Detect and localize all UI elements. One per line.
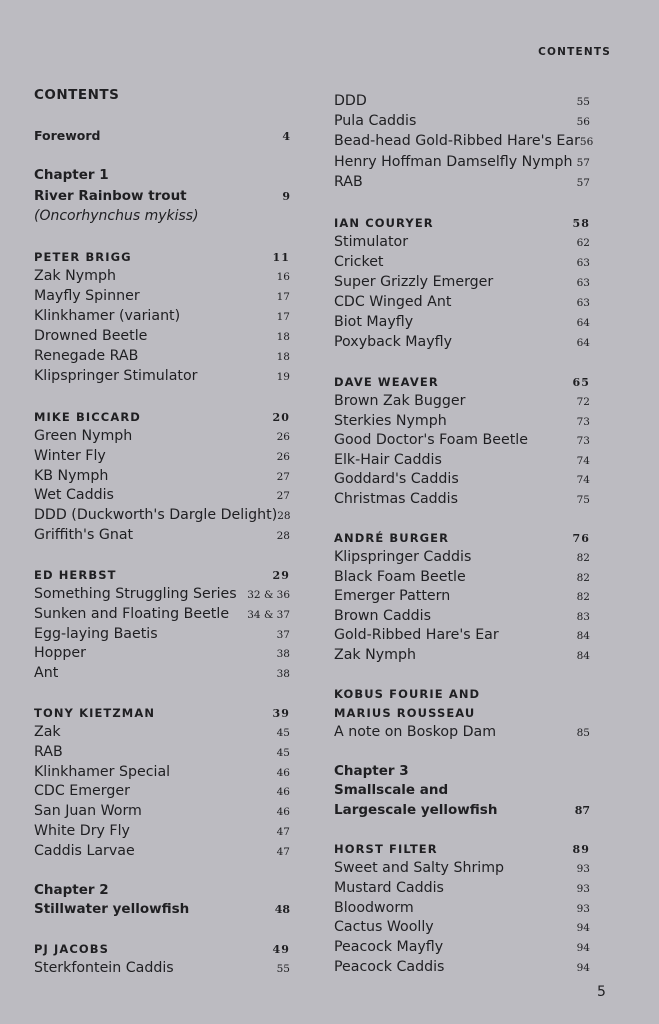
toc-entry	[34, 348, 290, 364]
toc-entry	[334, 860, 590, 876]
chapter-title-text: Largescale yellowfish	[334, 802, 498, 818]
toc-entry-title: Egg-laying Baetis	[34, 626, 158, 642]
chapter-subtitle	[34, 208, 290, 224]
toc-entry-page: 46	[276, 767, 290, 779]
toc-entry	[334, 569, 590, 585]
toc-entry-page: 63	[576, 277, 590, 289]
toc-entry-title: Cactus Woolly	[334, 919, 434, 935]
toc-entry-page: 63	[576, 257, 590, 269]
toc-entry-title: Henry Hoffman Damselfly Nymph	[334, 154, 573, 170]
author-name	[334, 706, 590, 720]
toc-entry-title: White Dry Fly	[34, 823, 130, 839]
toc-entry-title: CDC Emerger	[34, 783, 130, 799]
toc-entry-page: 75	[576, 494, 590, 506]
toc-entry	[334, 234, 590, 250]
toc-entry	[334, 491, 590, 507]
toc-entry-page: 46	[276, 806, 290, 818]
author-heading	[334, 375, 590, 389]
author-name-text: MIKE BICCARD	[34, 410, 141, 424]
toc-entry-title: Klinkhamer (variant)	[34, 308, 181, 324]
toc-entry	[34, 468, 290, 484]
author-page: 58	[572, 217, 590, 230]
toc-entry-page: 64	[576, 317, 590, 329]
toc-entry	[334, 919, 590, 935]
toc-entry-title: DDD (Duckworth's Dargle Delight)	[34, 507, 278, 523]
author-heading	[34, 568, 290, 582]
toc-entry-title: Zak Nymph	[34, 268, 116, 284]
toc-entry-page: 19	[276, 371, 290, 383]
toc-entry-title: CDC Winged Ant	[334, 294, 452, 310]
toc-entry	[334, 432, 590, 448]
author-page: 76	[572, 532, 590, 545]
toc-entry-title: Ant	[34, 665, 59, 681]
toc-entry	[334, 549, 590, 565]
toc-entry-page: 47	[276, 826, 290, 838]
toc-entry	[34, 665, 290, 681]
toc-entry-page: 94	[576, 942, 590, 954]
toc-entry-title: Gold-Ribbed Hare's Ear	[334, 627, 499, 643]
toc-entry-title: Something Struggling Series	[34, 586, 237, 602]
toc-entry-title: Mustard Caddis	[334, 880, 444, 896]
toc-entry	[34, 626, 290, 642]
chapter-label-text: Chapter 1	[34, 167, 109, 183]
toc-entry-title: Peacock Caddis	[334, 959, 445, 975]
chapter-title-text: Smallscale and	[334, 782, 449, 798]
author-page: 20	[272, 411, 290, 424]
toc-entry	[334, 174, 590, 190]
toc-entry-title: DDD	[334, 93, 367, 109]
author-heading	[34, 706, 290, 720]
toc-entry	[334, 393, 590, 409]
author-name-text: KOBUS FOURIE AND	[334, 687, 481, 701]
toc-entry-page: 74	[576, 474, 590, 486]
toc-entry	[34, 368, 290, 384]
toc-entry-title: Klinkhamer Special	[34, 764, 171, 780]
chapter-title	[334, 782, 590, 798]
toc-entry-title: Good Doctor's Foam Beetle	[334, 432, 528, 448]
author-name-text: DAVE WEAVER	[334, 375, 439, 389]
toc-entry	[334, 724, 590, 740]
toc-entry	[334, 647, 590, 663]
toc-entry-page: 34 & 37	[247, 609, 290, 621]
toc-entry-title: Sterkies Nymph	[334, 413, 447, 429]
toc-entry	[34, 507, 290, 523]
toc-entry-page: 28	[276, 530, 290, 542]
toc-entry-page: 55	[576, 96, 590, 108]
toc-entry-page: 37	[276, 629, 290, 641]
author-name-text: PJ JACOBS	[34, 942, 110, 956]
toc-entry-page: 55	[276, 963, 290, 975]
toc-entry	[34, 268, 290, 284]
author-name-text: MARIUS ROUSSEAU	[334, 706, 476, 720]
toc-entry	[34, 764, 290, 780]
page-number: 5	[597, 984, 606, 1000]
toc-entry	[34, 606, 290, 622]
toc-entry	[334, 588, 590, 604]
toc-entry-page: 57	[576, 157, 590, 169]
toc-entry-page: 45	[276, 747, 290, 759]
toc-entry-title: RAB	[34, 744, 63, 760]
toc-entry-title: RAB	[334, 174, 363, 190]
chapter-title-text: Stillwater yellowfish	[34, 901, 190, 917]
toc-entry-page: 84	[576, 650, 590, 662]
toc-entry	[34, 487, 290, 503]
toc-entry	[34, 428, 290, 444]
toc-entry-page: 26	[276, 451, 290, 463]
toc-entry-title: Christmas Caddis	[334, 491, 458, 507]
chapter-page: 9	[282, 190, 290, 203]
chapter-page: 87	[574, 804, 590, 817]
toc-entry	[334, 608, 590, 624]
author-heading	[334, 216, 590, 230]
chapter-title	[34, 901, 290, 917]
toc-entry	[34, 328, 290, 344]
toc-entry-page: 32 & 36	[247, 589, 290, 601]
toc-entry-page: 83	[576, 611, 590, 623]
author-name-text: IAN COURYER	[334, 216, 434, 230]
toc-entry-page: 27	[276, 490, 290, 502]
toc-entry-page: 93	[576, 863, 590, 875]
toc-entry	[34, 783, 290, 799]
toc-entry-page: 18	[276, 331, 290, 343]
toc-entry-title: Renegade RAB	[34, 348, 139, 364]
toc-entry-title: Emerger Pattern	[334, 588, 451, 604]
toc-entry-title: Bloodworm	[334, 900, 414, 916]
author-page: 29	[272, 569, 290, 582]
foreword-title: Foreword	[34, 128, 101, 143]
toc-entry	[334, 133, 594, 149]
toc-entry-title: Poxyback Mayfly	[334, 334, 452, 350]
author-page: 49	[272, 943, 290, 956]
toc-entry	[34, 823, 290, 839]
toc-entry-page: 46	[276, 786, 290, 798]
toc-entry	[34, 527, 290, 543]
toc-entry	[334, 939, 590, 955]
toc-entry-title: Caddis Larvae	[34, 843, 135, 859]
toc-entry	[334, 154, 590, 170]
toc-entry-title: Brown Caddis	[334, 608, 431, 624]
toc-entry-page: 93	[576, 903, 590, 915]
toc-entry	[34, 586, 290, 602]
toc-entry-title: Winter Fly	[34, 448, 106, 464]
toc-entry-title: Goddard's Caddis	[334, 471, 459, 487]
toc-entry	[334, 93, 590, 109]
toc-entry-title: Zak	[34, 724, 61, 740]
toc-entry	[334, 113, 590, 129]
toc-entry-page: 82	[576, 591, 590, 603]
toc-entry-title: Mayfly Spinner	[34, 288, 140, 304]
chapter-label-text: Chapter 2	[34, 882, 109, 898]
toc-entry	[34, 960, 290, 976]
toc-entry-page: 47	[276, 846, 290, 858]
toc-entry-page: 62	[576, 237, 590, 249]
author-heading	[334, 531, 590, 545]
toc-entry	[334, 413, 590, 429]
toc-entry-page: 94	[576, 962, 590, 974]
toc-entry	[334, 959, 590, 975]
toc-entry-title: Sweet and Salty Shrimp	[334, 860, 505, 876]
toc-entry-title: A note on Boskop Dam	[334, 724, 497, 740]
toc-entry-title: Stimulator	[334, 234, 409, 250]
foreword-line	[34, 128, 290, 143]
toc-entry-page: 84	[576, 630, 590, 642]
toc-entry	[334, 880, 590, 896]
toc-entry-page: 73	[576, 416, 590, 428]
toc-entry	[34, 724, 290, 740]
toc-entry	[34, 645, 290, 661]
author-page: 65	[572, 376, 590, 389]
toc-entry	[334, 314, 590, 330]
author-page: 89	[572, 843, 590, 856]
toc-entry-page: 26	[276, 431, 290, 443]
author-heading	[34, 250, 290, 264]
toc-entry	[334, 471, 590, 487]
toc-entry-page: 56	[576, 116, 590, 128]
chapter-title	[34, 188, 290, 204]
author-heading	[34, 410, 290, 424]
toc-entry-title: Wet Caddis	[34, 487, 114, 503]
author-name-text: ANDRÉ BURGER	[334, 531, 450, 545]
toc-entry-title: Klipspringer Caddis	[334, 549, 472, 565]
toc-entry-page: 38	[276, 648, 290, 660]
toc-entry	[334, 452, 590, 468]
running-head: CONTENTS	[538, 46, 611, 58]
chapter-label	[34, 167, 290, 183]
toc-entry	[334, 334, 590, 350]
author-name-text: HORST FILTER	[334, 842, 438, 856]
toc-entry-page: 17	[276, 291, 290, 303]
author-name-text: PETER BRIGG	[34, 250, 132, 264]
toc-entry-title: Sterkfontein Caddis	[34, 960, 174, 976]
chapter-title-text: River Rainbow trout	[34, 188, 187, 204]
toc-entry	[334, 294, 590, 310]
toc-entry-title: Black Foam Beetle	[334, 569, 466, 585]
toc-entry-title: Cricket	[334, 254, 384, 270]
toc-entry	[334, 627, 590, 643]
toc-entry-title: Super Grizzly Emerger	[334, 274, 494, 290]
toc-entry	[334, 900, 590, 916]
contents-heading-text: CONTENTS	[34, 87, 120, 103]
toc-entry-page: 56	[579, 136, 594, 148]
toc-entry-page: 17	[276, 311, 290, 323]
toc-entry-page: 64	[576, 337, 590, 349]
toc-entry	[334, 254, 590, 270]
toc-entry-page: 82	[576, 572, 590, 584]
chapter-page: 48	[274, 903, 290, 916]
toc-entry-title: Klipspringer Stimulator	[34, 368, 198, 384]
toc-entry-page: 93	[576, 883, 590, 895]
toc-entry-title: Griffith's Gnat	[34, 527, 134, 543]
contents-heading	[34, 87, 290, 103]
toc-entry-title: Sunken and Floating Beetle	[34, 606, 230, 622]
toc-entry-title: Elk-Hair Caddis	[334, 452, 442, 468]
author-page: 39	[272, 707, 290, 720]
toc-entry-page: 85	[576, 727, 590, 739]
toc-entry-page: 57	[576, 177, 590, 189]
toc-entry-page: 28	[277, 510, 291, 522]
toc-entry-page: 74	[576, 455, 590, 467]
toc-entry-title: KB Nymph	[34, 468, 109, 484]
author-heading	[34, 942, 290, 956]
toc-entry-title: Hopper	[34, 645, 86, 661]
toc-entry-page: 38	[276, 668, 290, 680]
foreword-page: 4	[282, 130, 290, 143]
toc-entry-page: 16	[276, 271, 290, 283]
author-name-text: TONY KIETZMAN	[34, 706, 156, 720]
toc-entry-title: Green Nymph	[34, 428, 133, 444]
toc-entry-title: Biot Mayfly	[334, 314, 414, 330]
toc-entry-page: 82	[576, 552, 590, 564]
toc-entry	[34, 744, 290, 760]
toc-entry-title: Pula Caddis	[334, 113, 417, 129]
toc-entry	[34, 308, 290, 324]
author-name	[334, 687, 590, 701]
author-name-text: ED HERBST	[34, 568, 117, 582]
chapter-label	[34, 882, 290, 898]
toc-entry	[34, 803, 290, 819]
toc-entry-title: Bead-head Gold-Ribbed Hare's Ear	[334, 133, 580, 149]
toc-entry	[34, 843, 290, 859]
toc-entry-page: 18	[276, 351, 290, 363]
toc-entry	[334, 274, 590, 290]
author-page: 11	[272, 251, 290, 264]
toc-entry-page: 94	[576, 922, 590, 934]
toc-entry	[34, 288, 290, 304]
author-heading	[334, 842, 590, 856]
chapter-label	[334, 763, 590, 779]
chapter-subtitle-text: (Oncorhynchus mykiss)	[34, 208, 199, 224]
chapter-label-text: Chapter 3	[334, 763, 409, 779]
toc-entry-page: 45	[276, 727, 290, 739]
toc-entry-page: 27	[276, 471, 290, 483]
toc-entry-title: Peacock Mayfly	[334, 939, 444, 955]
toc-entry-page: 73	[576, 435, 590, 447]
toc-entry-page: 72	[576, 396, 590, 408]
toc-entry-page: 63	[576, 297, 590, 309]
toc-entry-title: San Juan Worm	[34, 803, 142, 819]
toc-entry-title: Drowned Beetle	[34, 328, 148, 344]
toc-entry-title: Brown Zak Bugger	[334, 393, 466, 409]
toc-entry-title: Zak Nymph	[334, 647, 416, 663]
toc-entry	[34, 448, 290, 464]
chapter-title	[334, 802, 590, 818]
